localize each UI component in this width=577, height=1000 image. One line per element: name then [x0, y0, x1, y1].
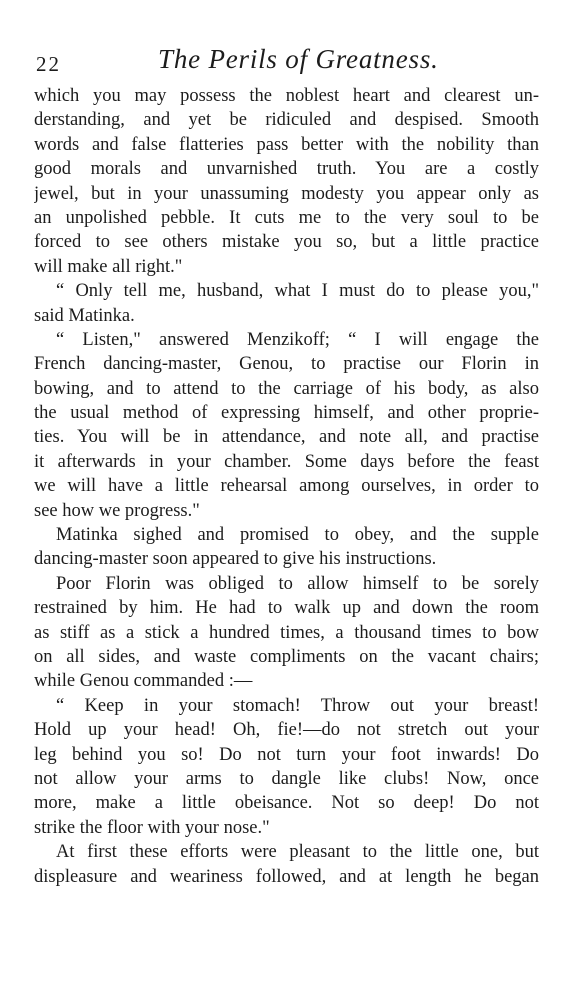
text-line: jewel, but in your unassuming modesty you appear only as [34, 183, 539, 204]
text-line: Matinka sighed and promised to obey, and the supple [56, 525, 539, 546]
text-line: Hold up your head! Oh, fie!—do not stretch out your [34, 720, 539, 741]
text-line: French dancing-master, Genou, to practise our Florin in [34, 354, 539, 375]
book-page [34, 44, 539, 889]
text-line: an unpolished pebble. It cuts me to the very soul to be [34, 207, 539, 228]
body-text [34, 84, 539, 889]
text-line: Poor Florin was obliged to allow himself to be sorely [56, 573, 539, 594]
text-line: not allow your arms to dangle like clubs! Now, once [34, 768, 539, 789]
text-line: will make all right." [34, 256, 183, 277]
text-line: ties. You will be in attendance, and note all, and practise [34, 427, 539, 448]
paragraph [34, 523, 539, 572]
text-line: displeasure and weariness followed, and at length he began [34, 866, 539, 887]
text-line: good morals and unvarnished truth. You are a costly [34, 159, 539, 180]
text-line: we will have a little rehearsal among ourselves, in order to [34, 476, 539, 497]
text-line: while Genou commanded :— [34, 671, 253, 692]
text-line: “ Keep in your stomach! Throw out your breast! [56, 695, 539, 716]
paragraph [34, 840, 539, 889]
text-line: it afterwards in your chamber. Some days before the feast [34, 451, 539, 472]
paragraph [34, 694, 539, 840]
text-line: restrained by him. He had to walk up and down the room [34, 598, 539, 619]
paragraph [34, 279, 539, 328]
text-line: leg behind you so! Do not turn your foot inwards! Do [34, 744, 539, 765]
text-line: see how we progress." [34, 500, 200, 521]
text-line: as stiff as a stick a hundred times, a thousand times to bow [34, 622, 539, 643]
text-line: forced to see others mistake you so, but a little practice [34, 232, 539, 253]
paragraph [34, 328, 539, 523]
text-line: the usual method of expressing himself, and other proprie- [34, 403, 539, 424]
text-line: “ Only tell me, husband, what I must do to please you," [56, 281, 539, 302]
text-line: bowing, and to attend to the carriage of his body, as also [34, 378, 539, 399]
text-line: At first these efforts were pleasant to the little one, but [56, 842, 539, 863]
text-line: which you may possess the noblest heart and clearest un- [34, 86, 539, 106]
text-line: strike the floor with your nose." [34, 817, 270, 838]
text-line: on all sides, and waste compliments on the vacant chairs; [34, 646, 539, 667]
text-line: said Matinka. [34, 305, 135, 326]
text-line: words and false flatteries pass better with the nobility than [34, 134, 539, 155]
running-title: The Perils of Greatness. [158, 44, 439, 74]
page-number: 22 [36, 52, 61, 76]
paragraph [34, 84, 539, 279]
text-line: derstanding, and yet be ridiculed and despised. Smooth [34, 110, 539, 131]
paragraph [34, 572, 539, 694]
text-line: more, make a little obeisance. Not so deep! Do not [34, 793, 539, 814]
page-header [34, 44, 539, 84]
text-line: dancing-master soon appeared to give his instructions. [34, 549, 437, 570]
text-line: “ Listen," answered Menzikoff; “ I will engage the [56, 329, 539, 350]
